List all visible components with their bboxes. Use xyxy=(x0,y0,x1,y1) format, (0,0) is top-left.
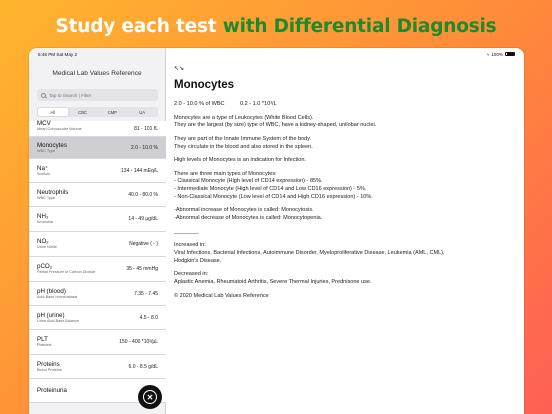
detail-range: 2.0 - 10.0 % of WBC 0.2 - 1.0 *10³/L xyxy=(174,101,277,107)
segment-cbc[interactable]: CBC xyxy=(78,109,88,115)
row-sub: Mean Corpuscular Volume xyxy=(37,126,82,131)
status-right xyxy=(487,52,515,57)
detail-paragraph: Decreased in: Aplastic Anemia, Rheumatoid Arthritis, Severe Thermal Injuries, Prednisone use. xyxy=(174,271,372,285)
row-value: Negative ( - ) xyxy=(129,241,158,247)
row-sub: Sodium xyxy=(37,171,50,176)
list-item-nitrite[interactable] xyxy=(29,232,166,257)
detail-body xyxy=(174,101,514,300)
row-name: pH (urine) xyxy=(37,311,65,319)
detail-divider: ________ xyxy=(174,228,199,235)
detail-paragraph: -Abnormal increase of Monocytes is called: Monocytosis. -Abnormal decrease of Monocytes is called: Monocytopenia. xyxy=(174,207,323,222)
row-sub: Blood Proteins xyxy=(37,367,62,372)
row-name: pH (blood) xyxy=(37,287,66,295)
search-input[interactable] xyxy=(49,93,149,98)
detail-title: Monocytes xyxy=(174,79,235,91)
row-sub: Acid-Base Homeostasis xyxy=(37,294,78,299)
segment-all[interactable]: All xyxy=(38,108,68,116)
close-icon: ✕ xyxy=(143,390,157,404)
row-sub: Partial Pressure of Carbon Dioxide xyxy=(37,270,96,275)
status-time: 5:48 PM Sat May 2 xyxy=(38,51,78,57)
list-item-platelets[interactable] xyxy=(29,330,166,355)
row-name: Monocytes xyxy=(37,141,67,149)
row-sub: Urine Acid-Base Balance xyxy=(37,318,79,323)
row-value: 14 - 49 µg/dL xyxy=(128,216,158,222)
row-value: 40.0 - 80.0 % xyxy=(128,191,158,198)
detail-paragraph: They are part of the Innate Immune System of the body. They circulate in the blood and also stored in the spleen. xyxy=(174,135,313,150)
row-name: MCV xyxy=(37,119,51,127)
list-item-mcv[interactable] xyxy=(29,121,166,137)
row-sub: WBC Type xyxy=(37,148,56,153)
banner-text: Study each test xyxy=(55,16,217,37)
detail-paragraph: Increased in: Viral Infections, Bacterial Infections, Autoimmune Disorder, Myeloproliferative Disease, Leukemia (AML, CML), Hodgkin's Disease. xyxy=(174,242,445,264)
detail-copyright: © 2020 Medical Lab Values Reference xyxy=(174,292,269,299)
row-name: Proteinuria xyxy=(37,386,67,394)
segment-cmp[interactable]: CMP xyxy=(107,109,118,115)
wifi-icon: ≈ xyxy=(486,51,490,57)
list-item-neutrophils[interactable] xyxy=(29,183,166,207)
detail-paragraph: High levels of Monocytes is an indication for Infection. xyxy=(174,157,306,164)
row-name: pCO₂ xyxy=(37,263,53,271)
detail-pane xyxy=(166,48,524,414)
battery-icon xyxy=(505,52,515,57)
row-value: 7.35 - 7.45 xyxy=(134,290,158,297)
detail-paragraph: Monocytes are a type of Leukocytes (White Blood Cells). They are the largest (by size) type of WBC, have a kidney-shaped, unilobar nuclei. xyxy=(174,114,377,129)
segment-ua[interactable]: UA xyxy=(139,109,146,115)
row-sub: Platelets xyxy=(37,343,52,348)
row-value: 2.0 - 10.0 % xyxy=(131,144,158,151)
list-item-sodium[interactable] xyxy=(29,159,166,183)
search-icon xyxy=(41,93,46,98)
row-name: Na⁺ xyxy=(37,164,49,172)
list-item-pco2[interactable] xyxy=(29,257,166,282)
row-value: 150 - 400 *10³/µL xyxy=(119,339,158,345)
lab-values-list xyxy=(29,121,166,403)
row-value: 4.5 - 8.0 xyxy=(139,314,158,321)
row-name: NO₂ xyxy=(37,238,49,246)
segmented-control xyxy=(37,107,158,117)
battery-label: 100% xyxy=(491,51,503,57)
list-item-proteins[interactable] xyxy=(29,355,166,379)
status-bar xyxy=(29,48,524,60)
row-value: 81 - 101 fL xyxy=(134,125,158,132)
promo-banner xyxy=(0,16,552,37)
sidebar xyxy=(29,48,166,414)
row-sub: Ammonia xyxy=(37,220,54,225)
row-value: 35 - 45 mmHg xyxy=(126,266,158,272)
row-name: Proteins xyxy=(37,360,60,368)
list-item-monocytes[interactable] xyxy=(29,137,166,159)
row-sub: Urine Nitrite xyxy=(37,245,58,250)
row-sub: WBC Type xyxy=(37,195,56,200)
list-item-ammonia[interactable] xyxy=(29,207,166,232)
floating-action-button[interactable] xyxy=(138,385,162,409)
sidebar-title: Medical Lab Values Reference xyxy=(52,70,142,77)
list-item-ph-blood[interactable] xyxy=(29,282,166,306)
row-name: NH₃ xyxy=(37,213,49,221)
search-bar[interactable] xyxy=(37,89,158,101)
row-value: 6.0 - 8.5 g/dL xyxy=(128,363,158,370)
row-value: 134 - 144 mEq/L xyxy=(121,167,158,174)
row-name: Neutrophils xyxy=(37,188,69,196)
device-screen xyxy=(29,48,524,414)
banner-highlight: with Differential Diagnosis xyxy=(216,16,497,37)
detail-paragraph: There are three main types of Monocytes: - Classical Monocyte (High level of CD14 expression) - 85%. - Intermediate Monocyte (High level of CD14 and Low CD16 expression) - 5%. - Non-Classical Monocyte (Low level of CD14 and High CD16 expression) - 10%. xyxy=(174,170,373,200)
row-name: PLT xyxy=(37,336,48,344)
expand-icon[interactable]: ↖↘ xyxy=(174,66,185,72)
list-item-ph-urine[interactable] xyxy=(29,306,166,330)
